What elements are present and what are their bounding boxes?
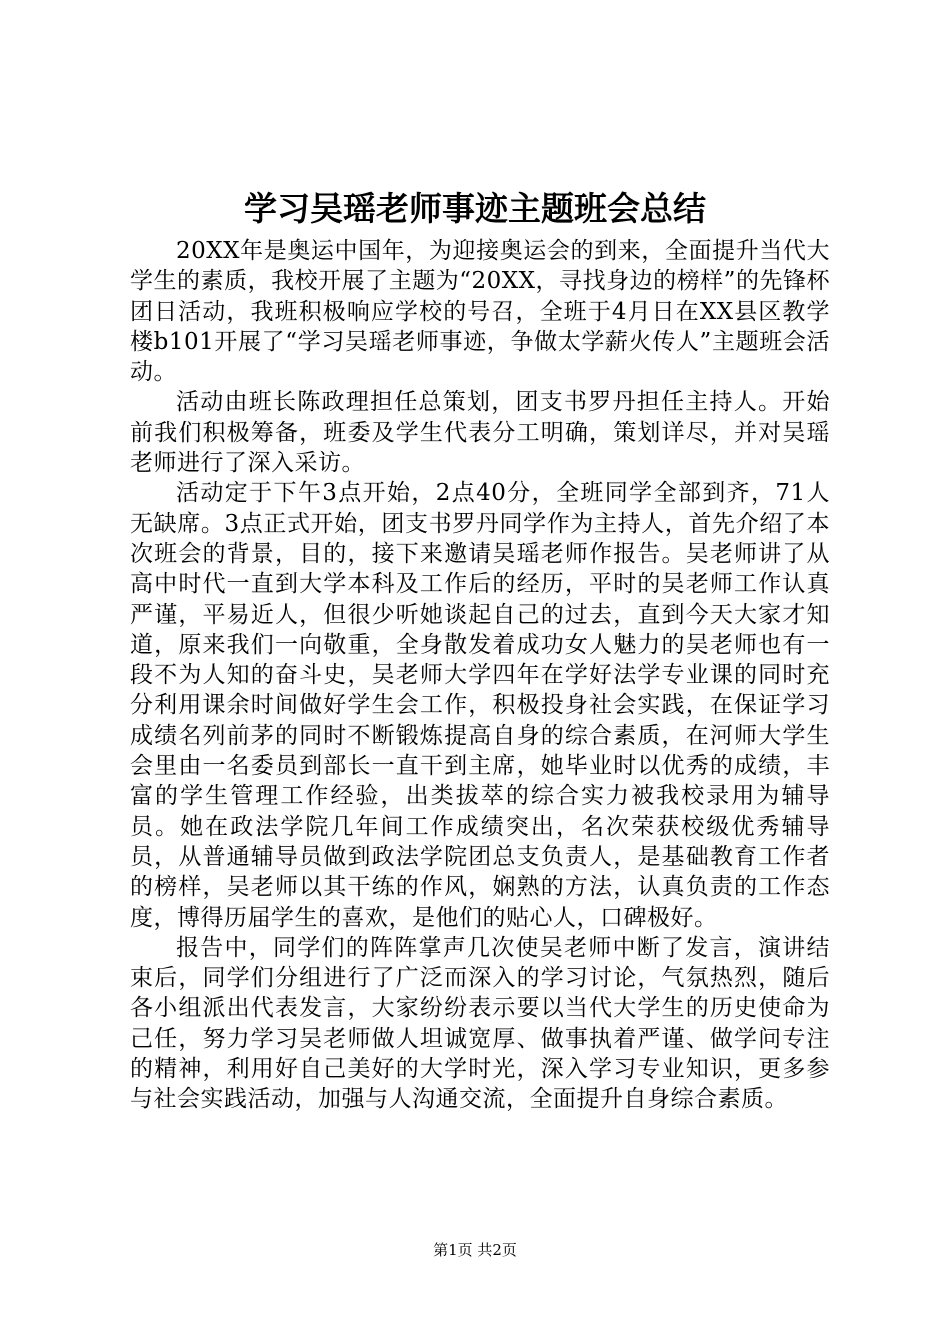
paragraph-preparation: 活动由班长陈政理担任总策划，团支书罗丹担任主持人。开始前我们积极筹备，班委及学生代表分工明确，策划详尽，并对吴瑶老师进行了深入采访。: [130, 389, 830, 477]
document-title: 学习吴瑶老师事迹主题班会总结: [244, 189, 706, 228]
paragraph-discussion: 报告中，同学们的阵阵掌声几次使吴老师中断了发言，演讲结束后，同学们分组进行了广泛而深入的学习讨论，气氛热烈，随后各小组派出代表发言，大家纷纷表示要以当代大学生的历史使命为己任，努力学习吴老师做人坦诚宽厚、做事执着严谨、做学问专注的精神，利用好自己美好的大学时光，深入学习专业知识，更多参与社会实践活动，加强与人沟通交流，全面提升自身综合素质。: [130, 934, 830, 1113]
paragraph-activity: 活动定于下午3点开始，2点40分，全班同学全部到齐，71人无缺席。3点正式开始，团支书罗丹同学作为主持人，首先介绍了本次班会的背景，目的，接下来邀请吴瑶老师作报告。吴老师讲了从高中时代一直到大学本科及工作后的经历，平时的吴老师工作认真严谨，平易近人，但很少听她谈起自己的过去，直到今天大家才知道，原来我们一向敬重，全身散发着成功女人魅力的吴老师也有一段不为人知的奋斗史，吴老师大学四年在学好法学专业课的同时充分利用课余时间做好学生会工作，积极投身社会实践，在保证学习成绩名列前茅的同时不断锻炼提高自身的综合素质，在河师大学生会里由一名委员到部长一直干到主席，她毕业时以优秀的成绩，丰富的学生管理工作经验，出类拔萃的综合实力被我校录用为辅导员。她在政法学院几年间工作成绩突出，名次荣获校级优秀辅导员，从普通辅导员做到政法学院团总支负责人，是基础教育工作者的榜样，吴老师以其干练的作风，娴熟的方法，认真负责的工作态度，博得历届学生的喜欢，是他们的贴心人，口碑极好。: [130, 480, 830, 931]
page-number-footer: 第1页 共2页: [433, 1241, 517, 1259]
paragraph-intro: 20XX年是奥运中国年，为迎接奥运会的到来，全面提升当代大学生的素质，我校开展了主题为“20XX，寻找身边的榜样”的先锋杯团日活动，我班积极响应学校的号召，全班于4月日在XX县区教学楼b101开展了“学习吴瑶老师事迹，争做太学薪火传人”主题班会活动。: [130, 238, 830, 386]
document-body: [130, 236, 830, 1115]
